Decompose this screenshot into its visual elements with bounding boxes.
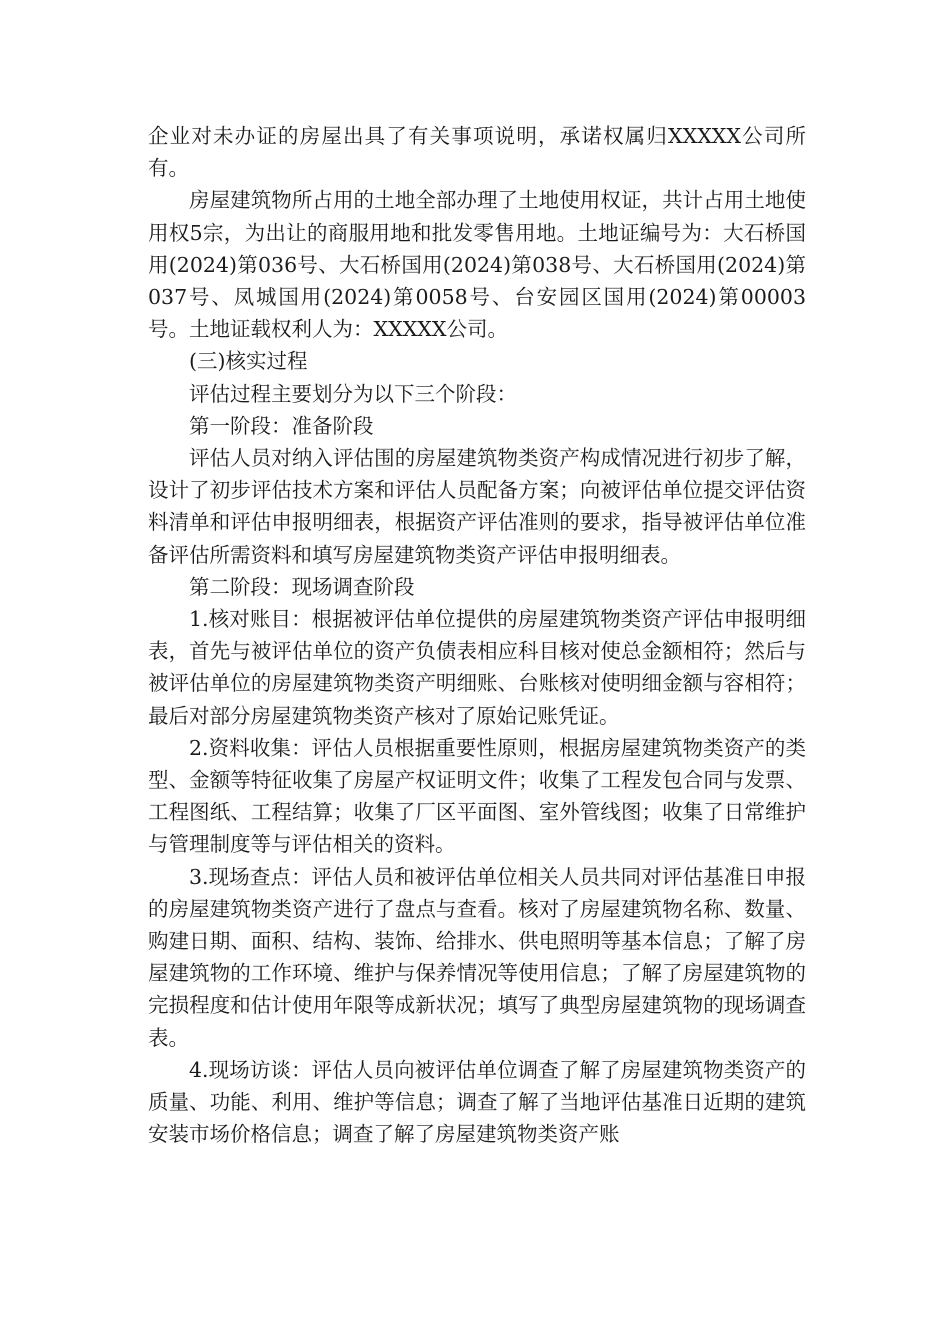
paragraph-property-ownership: 企业对未办证的房屋出具了有关事项说明，承诺权属归XXXXX公司所有。 — [148, 124, 806, 181]
paragraph-site-inspection: 3.现场查点：评估人员和被评估单位相关人员共同对评估基准日申报的房屋建筑物类资产进行了盘点与查看。核对了房屋建筑物名称、数量、购建日期、面积、结构、装饰、给排水、供电照明等基本信息；了解了房屋建筑物的工作环境、维护与保养情况等使用信息；了解了房屋建筑物的完损程度和估计使用年限等成新状况；填写了典型房屋建筑物的现场调查表。 — [148, 864, 806, 1050]
paragraph-data-collection: 2.资料收集：评估人员根据重要性原则，根据房屋建筑物类资产的类型、金额等特征收集了房屋产权证明文件；收集了工程发包合同与发票、工程图纸、工程结算；收集了厂区平面图、室外管线图；收集了日常维护与管理制度等与评估相关的资料。 — [148, 735, 806, 857]
paragraph-account-check: 1.核对账目：根据被评估单位提供的房屋建筑物类资产评估申报明细表，首先与被评估单位的资产负债表相应科目核对使总金额相符；然后与被评估单位的房屋建筑物类资产明细账、台账核对使明细金额与容相符；最后对部分房屋建筑物类资产核对了原始记账凭证。 — [148, 607, 806, 728]
paragraph-stages-intro: 评估过程主要划分为以下三个阶段： — [189, 381, 517, 406]
stage-heading-field-survey: 第二阶段：现场调查阶段 — [189, 574, 415, 599]
stage-heading-preparation: 第一阶段：准备阶段 — [189, 413, 374, 438]
document-page — [148, 120, 806, 1151]
paragraph-preparation: 评估人员对纳入评估围的房屋建筑物类资产构成情况进行初步了解，设计了初步评估技术方案和评估人员配备方案；向被评估单位提交评估资料清单和评估申报明细表，根据资产评估准则的要求，指导被评估单位准备评估所需资料和填写房屋建筑物类资产评估申报明细表。 — [148, 446, 806, 567]
paragraph-site-interview: 4.现场访谈：评估人员向被评估单位调查了解了房屋建筑物类资产的质量、功能、利用、维护等信息；调查了解了当地评估基准日近期的建筑安装市场价格信息；调查了解了房屋建筑物类资产账 — [148, 1057, 806, 1147]
section-heading-verification-process: (三)核实过程 — [189, 349, 308, 374]
paragraph-land-use-rights: 房屋建筑物所占用的土地全部办理了土地使用权证，共计占用土地使用权5宗，为出让的商服用地和批发零售用地。土地证编号为：大石桥国用(2024)第036号、大石桥国用(2024)第038号、大石桥国用(2024)第037号、凤城国用(2024)第0058号、台安园区国用(2024)第00003号。土地证载权利人为：XXXXX公司。 — [148, 188, 806, 342]
